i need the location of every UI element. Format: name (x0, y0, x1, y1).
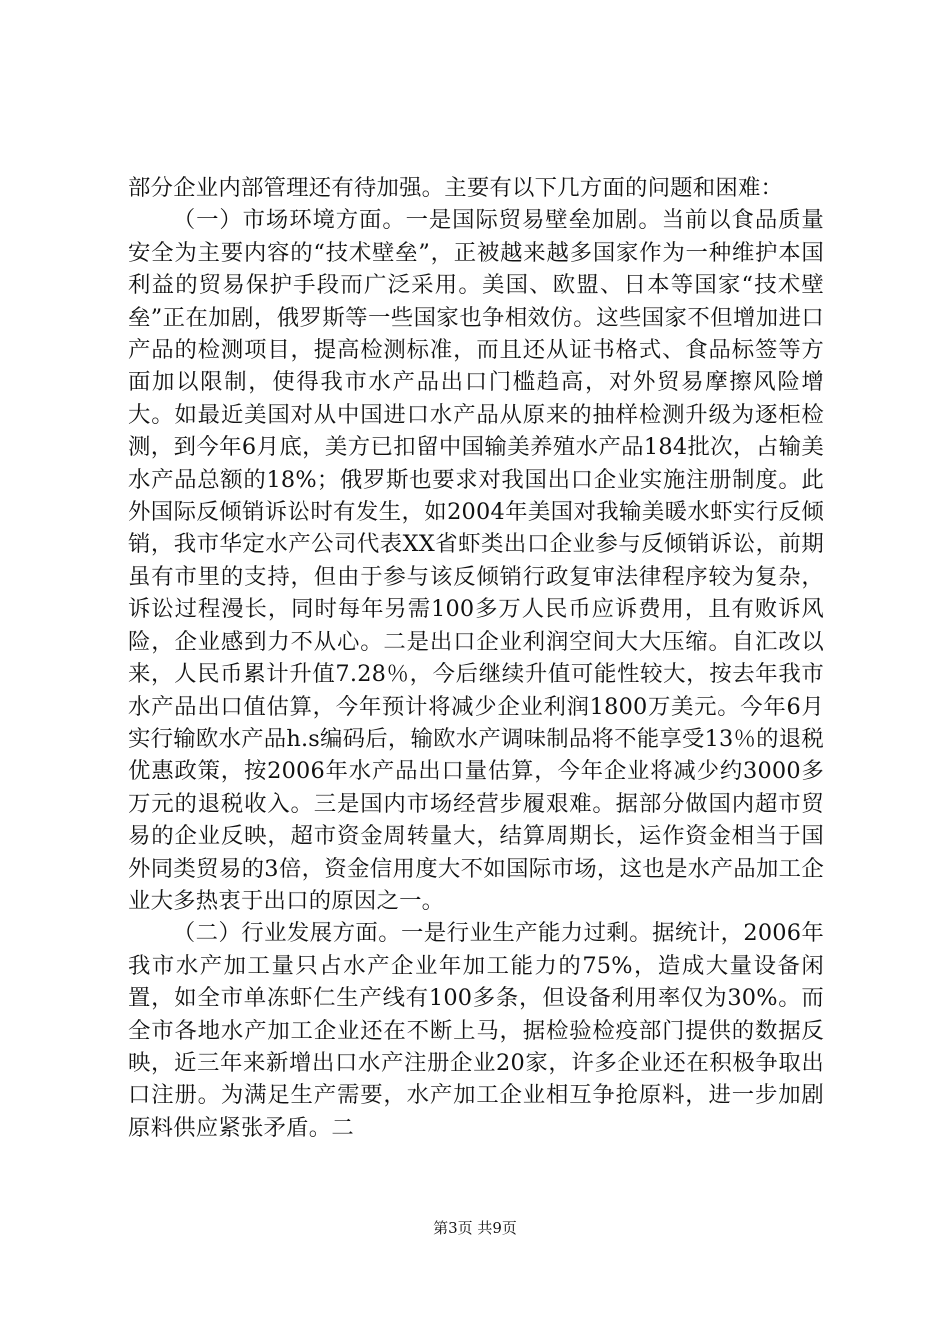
paragraph-industry-development: （二）行业发展方面。一是行业生产能力过剩。据统计，2006年我市水产加工量只占水产企业年加工能力的75%，造成大量设备闲置，如全市单冻虾仁生产线有100多条，但设备利用率仅为30%。而全市各地水产加工企业还在不断上马，据检验检疫部门提供的数据反映，近三年来新增出口水产注册企业20家，许多企业还在积极争取出口注册。为满足生产需要，水产加工企业相互争抢原料，进一步加剧原料供应紧张矛盾。二 (128, 920, 824, 1141)
page-number-footer: 第3页 共9页 (433, 1219, 517, 1237)
paragraph-intro: 部分企业内部管理还有待加强。主要有以下几方面的问题和困难： (128, 175, 784, 201)
document-body (128, 172, 824, 1144)
paragraph-market-environment: （一）市场环境方面。一是国际贸易壁垒加剧。当前以食品质量安全为主要内容的“技术壁垒”，正被越来越多国家作为一种维护本国利益的贸易保护手段而广泛采用。美国、欧盟、日本等国家“技术壁垒”正在加剧，俄罗斯等一些国家也争相效仿。这些国家不但增加进口产品的检测项目，提高检测标准，而且还从证书格式、食品标签等方面加以限制，使得我市水产品出口门槛趋高，对外贸易摩擦风险增大。如最近美国对从中国进口水产品从原来的抽样检测升级为逐柜检测，到今年6月底，美方已扣留中国输美养殖水产品184批次，占输美水产品总额的18%；俄罗斯也要求对我国出口企业实施注册制度。此外国际反倾销诉讼时有发生，如2004年美国对我输美暖水虾实行反倾销，我市华定水产公司代表XX省虾类出口企业参与反倾销诉讼，前期虽有市里的支持，但由于参与该反倾销行政复审法律程序较为复杂，诉讼过程漫长，同时每年另需100多万人民币应诉费用，且有败诉风险，企业感到力不从心。二是出口企业利润空间大大压缩。自汇改以来，人民币累计升值7.28％，今后继续升值可能性较大，按去年我市水产品出口值估算，今年预计将减少企业利润1800万美元。今年6月实行输欧水产品h.s编码后，输欧水产调味制品将不能享受13％的退税优惠政策，按2006年水产品出口量估算，今年企业将减少约3000多万元的退税收入。三是国内市场经营步履艰难。据部分做国内超市贸易的企业反映，超市资金周转量大，结算周期长，运作资金相当于国外同类贸易的3倍，资金信用度大不如国际市场，这也是水产品加工企业大多热衷于出口的原因之一。 (128, 207, 824, 914)
